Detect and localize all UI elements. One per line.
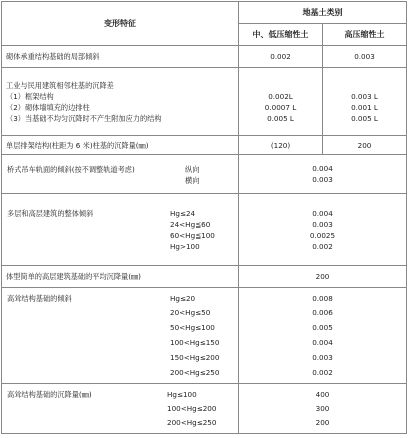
row-label: 多层和高层建筑的整体倾斜: [7, 209, 94, 218]
table-row: [2, 136, 407, 155]
row-label: 高耸结构基础的沉降量(㎜): [7, 390, 92, 399]
table-row: [2, 288, 407, 384]
table-row: [2, 46, 407, 68]
row-sub-label: 200<Hg≤250: [170, 368, 220, 377]
row-value: 300: [315, 403, 330, 413]
row-value: 400: [315, 389, 330, 399]
row-value: 200: [239, 266, 407, 288]
table-row: [2, 194, 407, 266]
row-sub-label: Hg≤24: [170, 209, 196, 218]
row-label: 单层排架结构(柱距为 6 米)柱基的沉降量(㎜): [2, 136, 239, 155]
row-value: 0.003: [312, 219, 333, 229]
row-label: 体型简单的高层建筑基础的平均沉降量(㎜): [2, 266, 239, 288]
row-sub-label: Hg>100: [170, 242, 200, 251]
row-sub-label: （2）砌体墙填充的边排柱: [6, 102, 90, 112]
header-feature: 变形特征: [2, 2, 239, 46]
row-sub-label: （3）当基础不均匀沉降时不产生附加应力的结构: [6, 113, 162, 123]
header-medium-low: 中、低压缩性土: [239, 24, 323, 46]
row-sub-label: 200<Hg≤250: [167, 418, 217, 427]
row-value: 0.0025: [309, 230, 336, 240]
row-value: 0.002L: [268, 91, 293, 101]
header-high: 高压缩性土: [323, 24, 407, 46]
row-sub-label: （1）框架结构: [6, 91, 54, 101]
row-value: 0.003: [323, 46, 407, 68]
row-value: 0.003: [312, 175, 333, 184]
row-value: 0.006: [312, 307, 333, 317]
row-sub-label: 纵向: [185, 164, 200, 174]
row-sub-label: Hg≤100: [167, 390, 197, 399]
row-sub-label: 横向: [185, 175, 200, 185]
row-value: 0.002: [312, 241, 333, 251]
row-label: 高耸结构基础的倾斜: [7, 294, 72, 303]
row-value: 0.003 L: [351, 91, 378, 101]
row-value: 0.004: [312, 208, 333, 218]
row-sub-label: 150<Hg≤200: [170, 353, 220, 362]
row-sub-label: Hg≤20: [170, 294, 196, 303]
row-sub-label: 20<Hg≤50: [170, 308, 211, 317]
row-value: 0.002: [312, 367, 333, 377]
row-value: 0.003: [312, 352, 333, 362]
table-row: [2, 68, 407, 136]
row-label: 桥式吊车轨面的倾斜(按不调整轨道考虑): [7, 164, 135, 174]
header-soil-class: 地基土类别: [239, 2, 407, 24]
row-sub-label: 50<Hg≤100: [170, 323, 215, 332]
row-value: 0.004: [312, 337, 333, 347]
deformation-limits-table: [1, 1, 407, 434]
table-row: [2, 155, 407, 194]
row-value: 200: [323, 136, 407, 155]
row-value: 0.005: [312, 322, 333, 332]
row-label: 砌体承重结构基础的局部倾斜: [2, 46, 239, 68]
row-sub-label: 100<Hg≤200: [167, 404, 217, 413]
row-value: 0.005 L: [351, 113, 378, 123]
row-sub-label: 24<Hg≦60: [170, 220, 211, 229]
row-value: 0.004: [312, 164, 333, 173]
row-sub-label: 100<Hg≤150: [170, 338, 220, 347]
row-value: 0.0007 L: [264, 102, 297, 112]
row-value: 0.001 L: [351, 102, 378, 112]
table-row: [2, 384, 407, 434]
row-sub-label: 60<Hg≦100: [170, 231, 215, 240]
row-value: 0.005 L: [267, 113, 294, 123]
row-value: 0.008: [312, 293, 333, 303]
row-value: (120): [239, 136, 323, 155]
table-row: [2, 266, 407, 288]
row-value: 0.002: [239, 46, 323, 68]
row-title: 工业与民用建筑相邻柱基的沉降差: [6, 80, 114, 90]
row-value: 200: [315, 417, 330, 427]
